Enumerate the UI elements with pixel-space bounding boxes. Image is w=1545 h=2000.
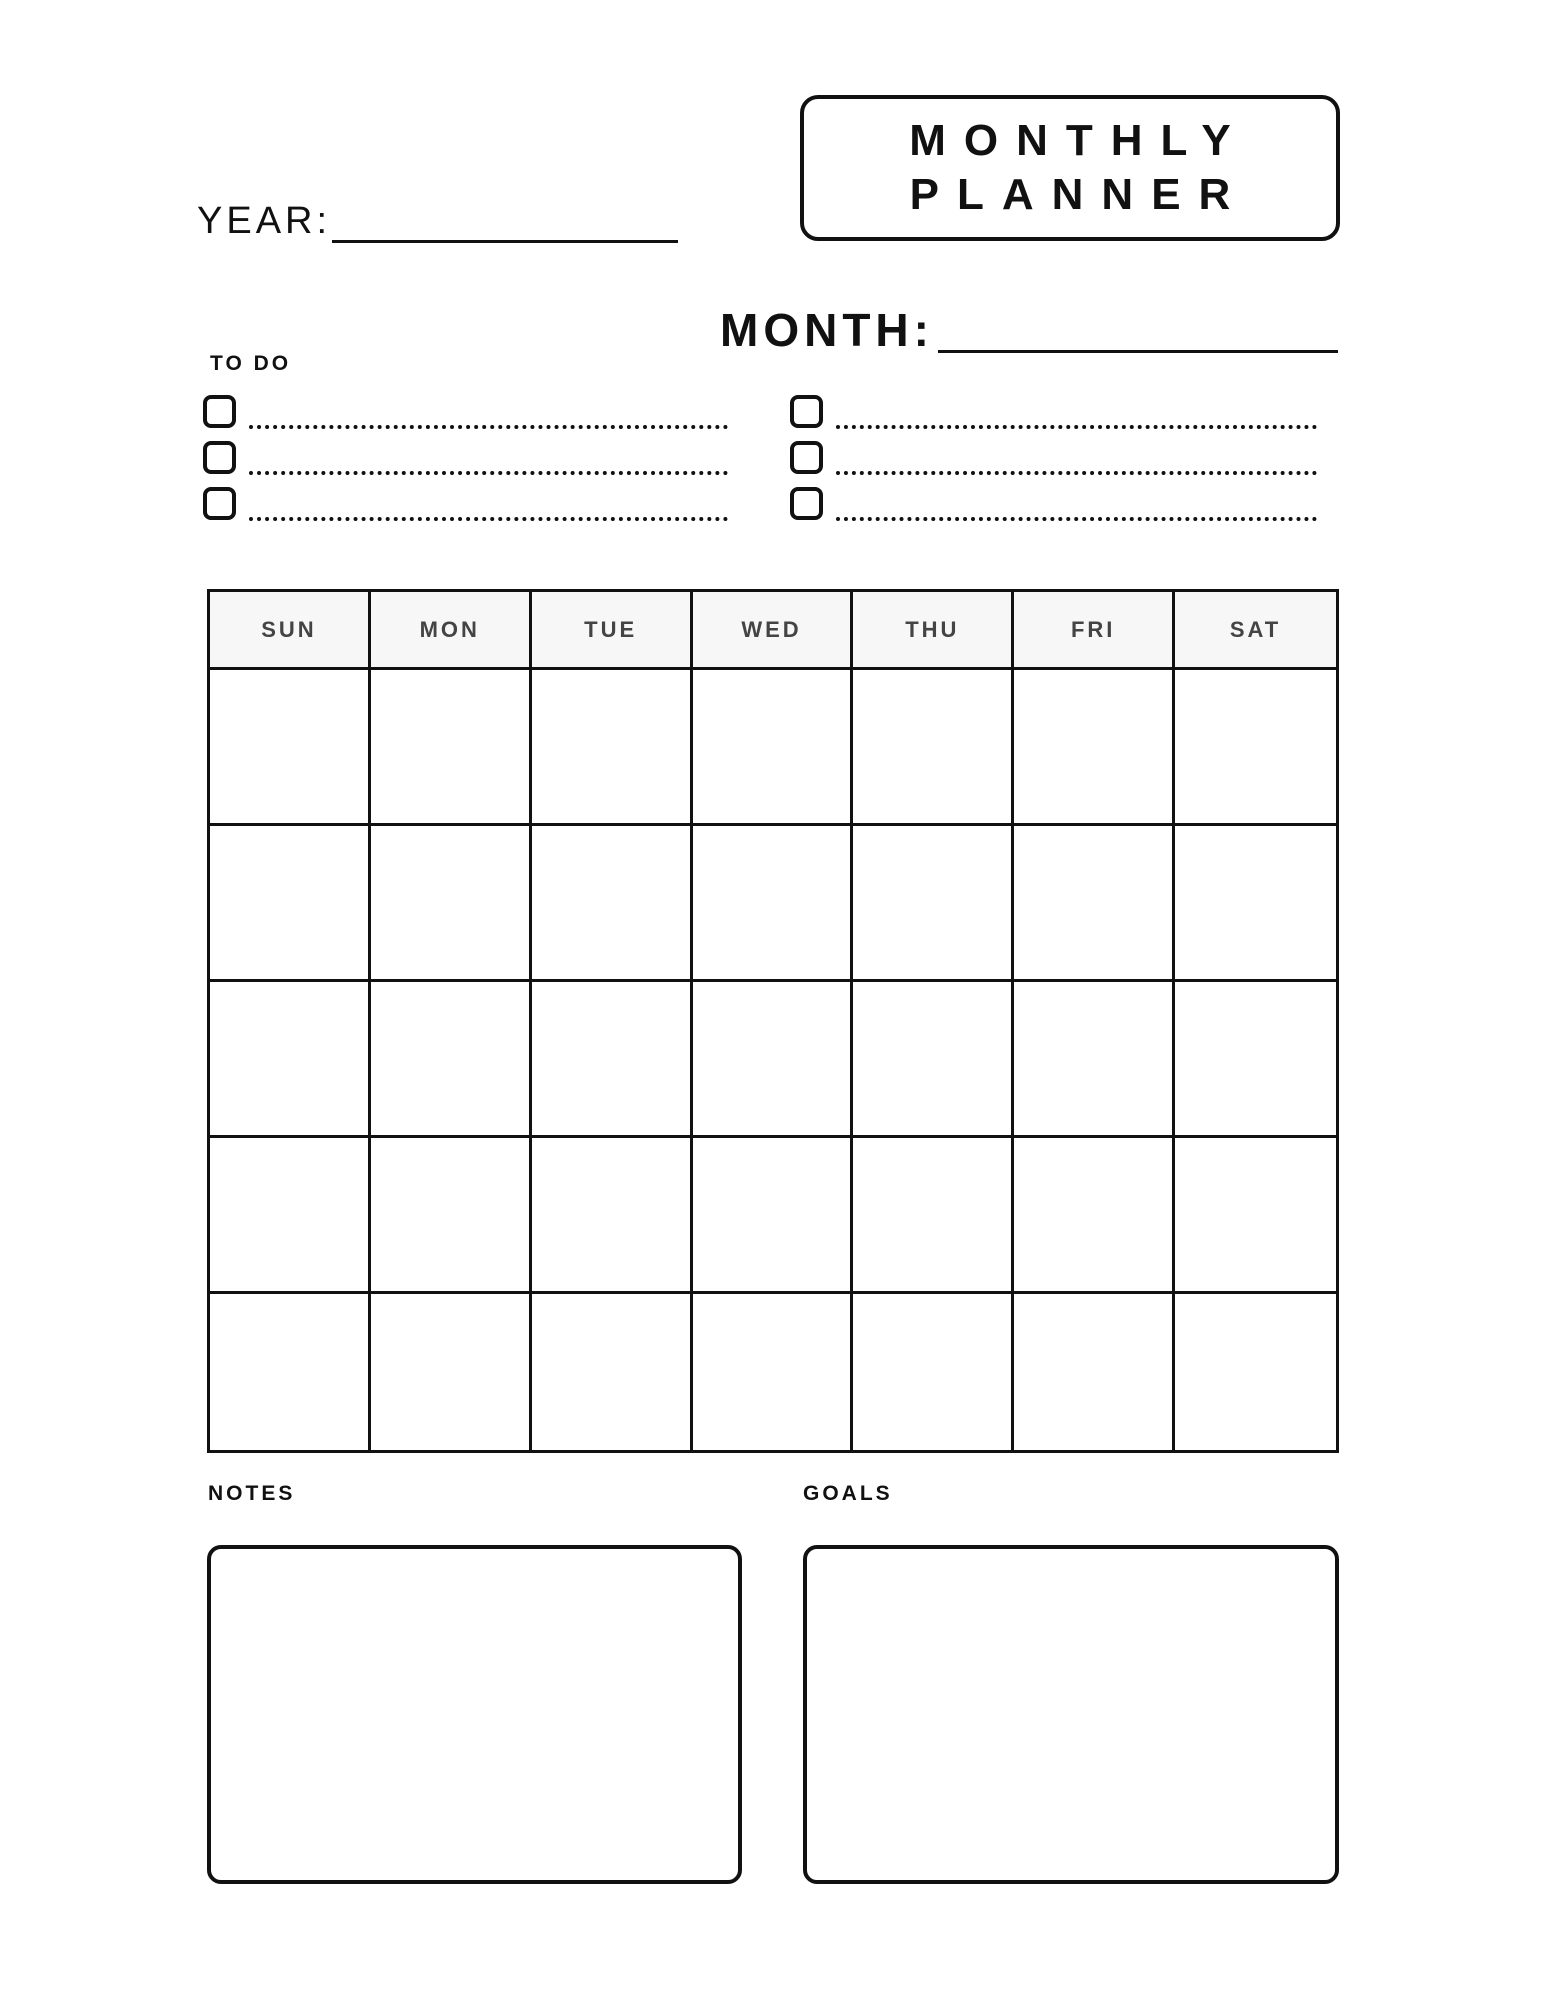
day-cell[interactable] xyxy=(693,1138,854,1294)
day-header-thu: THU xyxy=(853,592,1014,670)
todo-item-right-3[interactable] xyxy=(790,487,1317,521)
day-cell[interactable] xyxy=(1014,1294,1175,1450)
day-cell[interactable] xyxy=(1014,1138,1175,1294)
day-header-sat: SAT xyxy=(1175,592,1336,670)
title-line-1: MONTHLY xyxy=(909,116,1249,165)
day-cell[interactable] xyxy=(693,826,854,982)
day-cell[interactable] xyxy=(693,1294,854,1450)
day-cell[interactable] xyxy=(371,1294,532,1450)
goals-box[interactable] xyxy=(803,1545,1339,1884)
title-line-2: PLANNER xyxy=(909,170,1249,219)
todo-item-left-3[interactable] xyxy=(203,487,728,521)
day-cell[interactable] xyxy=(1014,826,1175,982)
year-label: YEAR: xyxy=(197,200,332,242)
day-cell[interactable] xyxy=(210,826,371,982)
todo-dotted-line[interactable] xyxy=(836,425,1317,429)
day-cell[interactable] xyxy=(371,670,532,826)
todo-item-right-2[interactable] xyxy=(790,441,1317,475)
checkbox-icon[interactable] xyxy=(790,441,823,474)
day-cell[interactable] xyxy=(1175,1294,1336,1450)
day-cell[interactable] xyxy=(532,1294,693,1450)
day-cell[interactable] xyxy=(532,826,693,982)
day-cell[interactable] xyxy=(853,670,1014,826)
day-header-wed: WED xyxy=(693,592,854,670)
todo-dotted-line[interactable] xyxy=(249,471,728,475)
todo-dotted-line[interactable] xyxy=(836,517,1317,521)
day-header-mon: MON xyxy=(371,592,532,670)
todo-dotted-line[interactable] xyxy=(249,517,728,521)
checkbox-icon[interactable] xyxy=(790,395,823,428)
day-cell[interactable] xyxy=(693,670,854,826)
month-label: MONTH: xyxy=(720,304,934,356)
year-field[interactable] xyxy=(332,240,678,243)
day-cell[interactable] xyxy=(210,670,371,826)
day-header-tue: TUE xyxy=(532,592,693,670)
title-box xyxy=(800,95,1340,241)
checkbox-icon[interactable] xyxy=(203,487,236,520)
day-header-fri: FRI xyxy=(1014,592,1175,670)
calendar-grid xyxy=(207,589,1339,1453)
todo-dotted-line[interactable] xyxy=(249,425,728,429)
day-cell[interactable] xyxy=(853,826,1014,982)
day-cell[interactable] xyxy=(210,982,371,1138)
todo-dotted-line[interactable] xyxy=(836,471,1317,475)
day-cell[interactable] xyxy=(371,826,532,982)
day-header-sun: SUN xyxy=(210,592,371,670)
day-cell[interactable] xyxy=(532,982,693,1138)
notes-heading: NOTES xyxy=(208,1482,296,1505)
day-cell[interactable] xyxy=(532,1138,693,1294)
day-cell[interactable] xyxy=(371,1138,532,1294)
day-cell[interactable] xyxy=(1014,982,1175,1138)
checkbox-icon[interactable] xyxy=(203,441,236,474)
day-cell[interactable] xyxy=(1175,670,1336,826)
todo-heading: TO DO xyxy=(210,352,292,375)
day-cell[interactable] xyxy=(532,670,693,826)
day-cell[interactable] xyxy=(371,982,532,1138)
month-field[interactable] xyxy=(938,350,1338,353)
day-cell[interactable] xyxy=(210,1294,371,1450)
day-cell[interactable] xyxy=(853,1294,1014,1450)
todo-item-left-1[interactable] xyxy=(203,395,728,429)
goals-heading: GOALS xyxy=(803,1482,893,1505)
checkbox-icon[interactable] xyxy=(203,395,236,428)
todo-item-left-2[interactable] xyxy=(203,441,728,475)
day-cell[interactable] xyxy=(210,1138,371,1294)
todo-item-right-1[interactable] xyxy=(790,395,1317,429)
day-cell[interactable] xyxy=(1014,670,1175,826)
checkbox-icon[interactable] xyxy=(790,487,823,520)
day-cell[interactable] xyxy=(1175,982,1336,1138)
notes-box[interactable] xyxy=(207,1545,742,1884)
day-cell[interactable] xyxy=(1175,1138,1336,1294)
day-cell[interactable] xyxy=(853,982,1014,1138)
day-cell[interactable] xyxy=(853,1138,1014,1294)
day-cell[interactable] xyxy=(1175,826,1336,982)
day-cell[interactable] xyxy=(693,982,854,1138)
